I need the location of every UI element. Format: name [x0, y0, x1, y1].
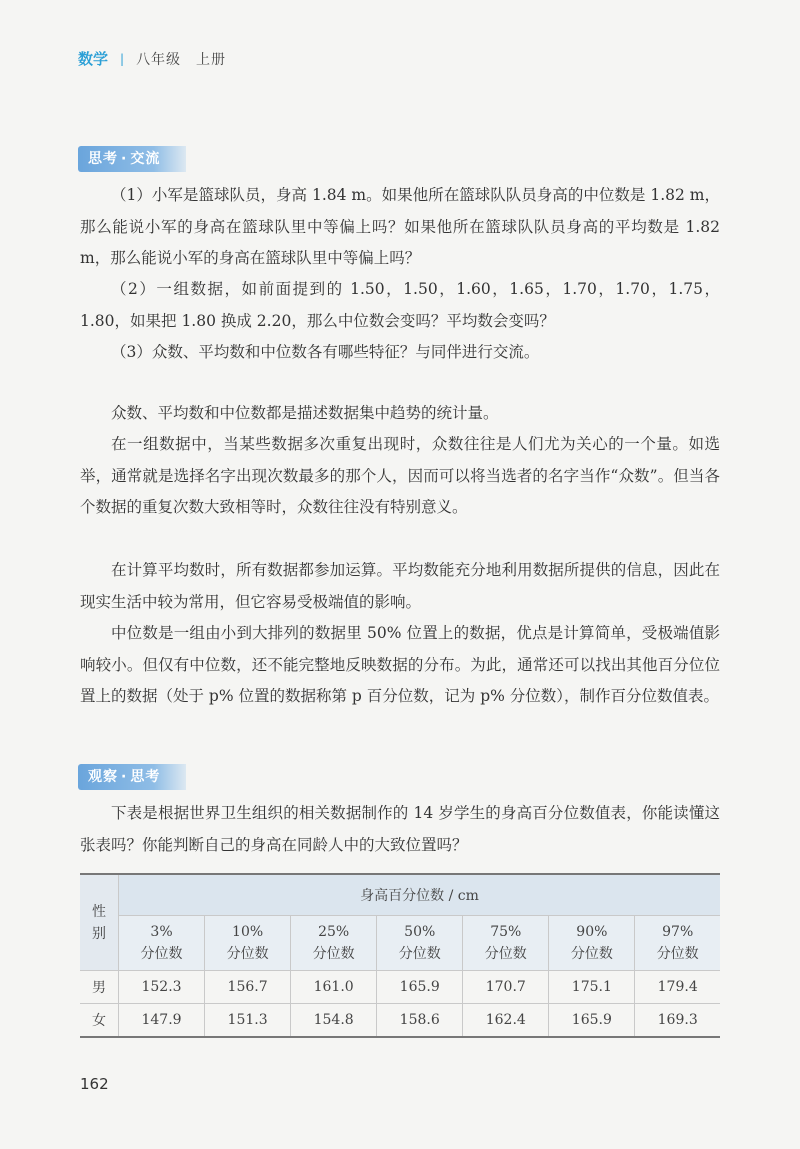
column-header: 75% 分位数	[463, 916, 549, 971]
page-header	[78, 48, 226, 69]
tag-dot: ·	[121, 769, 128, 785]
question-2: （2）一组数据，如前面提到的 1.50，1.50，1.60，1.65，1.70，1.70，1.75，1.80，如果把 1.80 换成 2.20，那么中位数会变吗？平均数会变吗？	[80, 280, 720, 330]
table-cell: 165.9	[549, 1004, 635, 1038]
question-3: （3）众数、平均数和中位数各有哪些特征？与同伴进行交流。	[111, 343, 540, 361]
table-cell: 151.3	[205, 1004, 291, 1038]
tag-text-left: 观察	[88, 769, 118, 785]
row-gender: 男	[80, 971, 119, 1004]
tag-text-right: 思考	[130, 769, 161, 785]
page-number: 162	[80, 1075, 109, 1093]
header-grade: 八年级 上册	[136, 51, 227, 68]
table-cell: 152.3	[119, 971, 205, 1004]
observe-paragraph: 下表是根据世界卫生组织的相关数据制作的 14 岁学生的身高百分位数值表，你能读懂这张表吗？你能判断自己的身高在同龄人中的大致位置吗？	[80, 804, 720, 854]
table-cell: 147.9	[119, 1004, 205, 1038]
column-header: 3% 分位数	[119, 916, 205, 971]
table-row-male	[80, 971, 720, 1004]
header-subject: 数学	[78, 50, 109, 68]
height-percentile-table	[80, 873, 720, 1038]
section-tag-think-discuss	[78, 146, 186, 172]
table-cell: 162.4	[463, 1004, 549, 1038]
table-row-female	[80, 1004, 720, 1038]
table-cell: 169.3	[635, 1004, 720, 1038]
table-cell: 158.6	[377, 1004, 463, 1038]
column-header: 90% 分位数	[549, 916, 635, 971]
table-cell: 156.7	[205, 971, 291, 1004]
table-cell: 175.1	[549, 971, 635, 1004]
table-cell: 179.4	[635, 971, 720, 1004]
percentile-group-header: 身高百分位数 / cm	[119, 874, 721, 916]
tag-text-left: 思考	[88, 151, 118, 167]
section-tag-observe-think	[78, 764, 186, 790]
table-cell: 161.0	[291, 971, 377, 1004]
body-paragraph-3: 在计算平均数时，所有数据都参加运算。平均数能充分地利用数据所提供的信息，因此在现实生活中较为常用，但它容易受极端值的影响。	[80, 561, 720, 611]
body-paragraph-1: 众数、平均数和中位数都是描述数据集中趋势的统计量。	[111, 404, 499, 422]
tag-dot: ·	[121, 151, 128, 167]
table-cell: 170.7	[463, 971, 549, 1004]
header-separator: |	[120, 51, 125, 66]
column-header: 10% 分位数	[205, 916, 291, 971]
row-gender: 女	[80, 1004, 119, 1038]
tag-text-right: 交流	[130, 151, 161, 167]
column-header: 25% 分位数	[291, 916, 377, 971]
body-paragraph-2: 在一组数据中，当某些数据多次重复出现时，众数往往是人们尤为关心的一个量。如选举，通常就是选择名字出现次数最多的那个人，因而可以将当选者的名字当作“众数”。但当各个数据的重复次数大致相等时，众数往往没有特别意义。	[80, 435, 720, 516]
body-paragraph-4: 中位数是一组由小到大排列的数据里 50% 位置上的数据，优点是计算简单，受极端值影响较小。但仅有中位数，还不能完整地反映数据的分布。为此，通常还可以找出其他百分位位置上的数据（处于 p% 位置的数据称第 p 百分位数，记为 p% 分位数），制作百分位数值表。	[80, 624, 720, 705]
gender-column-header: 性别	[80, 874, 119, 971]
column-header: 50% 分位数	[377, 916, 463, 971]
table-cell: 165.9	[377, 971, 463, 1004]
question-1: （1）小军是篮球队员，身高 1.84 m。如果他所在篮球队队员身高的中位数是 1.82 m，那么能说小军的身高在篮球队里中等偏上吗？如果他所在篮球队队员身高的平均数是 1.82 m，那么能说小军的身高在篮球队里中等偏上吗？	[80, 186, 720, 267]
table-cell: 154.8	[291, 1004, 377, 1038]
column-header: 97% 分位数	[635, 916, 720, 971]
